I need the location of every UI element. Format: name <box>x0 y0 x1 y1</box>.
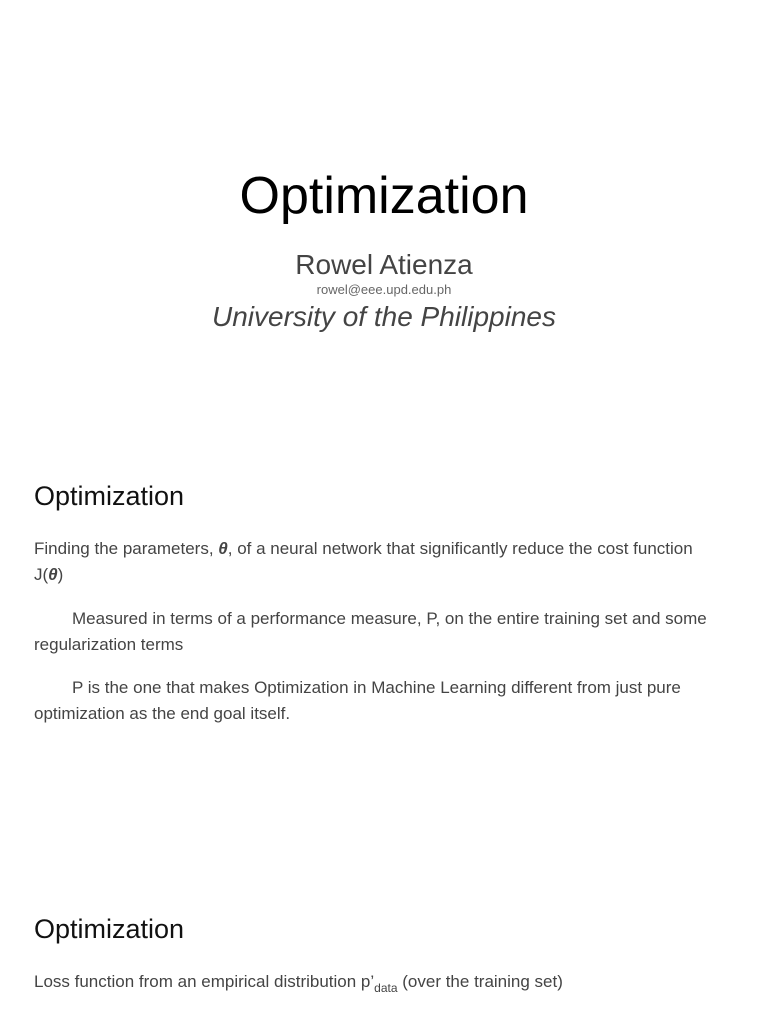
slide2-paragraph-2: Measured in terms of a performance measure, P, on the entire training set and some regularization terms <box>34 609 707 654</box>
affiliation: University of the Philippines <box>212 301 556 332</box>
slide2-p1-text-a: Finding the parameters, <box>34 539 219 558</box>
slide2-paragraph-1 <box>34 536 724 588</box>
slide2-paragraph-3: P is the one that makes Optimization in Machine Learning different from just pure optimization as the end goal itself. <box>34 678 681 723</box>
slide3-p1-text-a: Loss function from an empirical distribution p’ <box>34 972 375 991</box>
title-slide <box>0 0 768 432</box>
slide3-p1-text-b: (over the training set) <box>397 972 563 991</box>
theta-symbol-2: θ <box>48 565 58 584</box>
data-subscript: data <box>374 981 398 995</box>
slide2-p1-text-b: , of a neural network that significantly reduce the cost function J( <box>34 539 693 584</box>
slide2-heading: Optimization <box>34 481 185 511</box>
theta-symbol: θ <box>218 539 228 558</box>
slide3-heading: Optimization <box>34 914 185 944</box>
author-name: Rowel Atienza <box>295 249 473 280</box>
slide-title: Optimization <box>239 167 529 225</box>
slide2-p1-text-c: ) <box>57 565 64 584</box>
author-email: rowel@eee.upd.edu.ph <box>316 282 452 297</box>
slide3-paragraph-1 <box>34 969 724 996</box>
